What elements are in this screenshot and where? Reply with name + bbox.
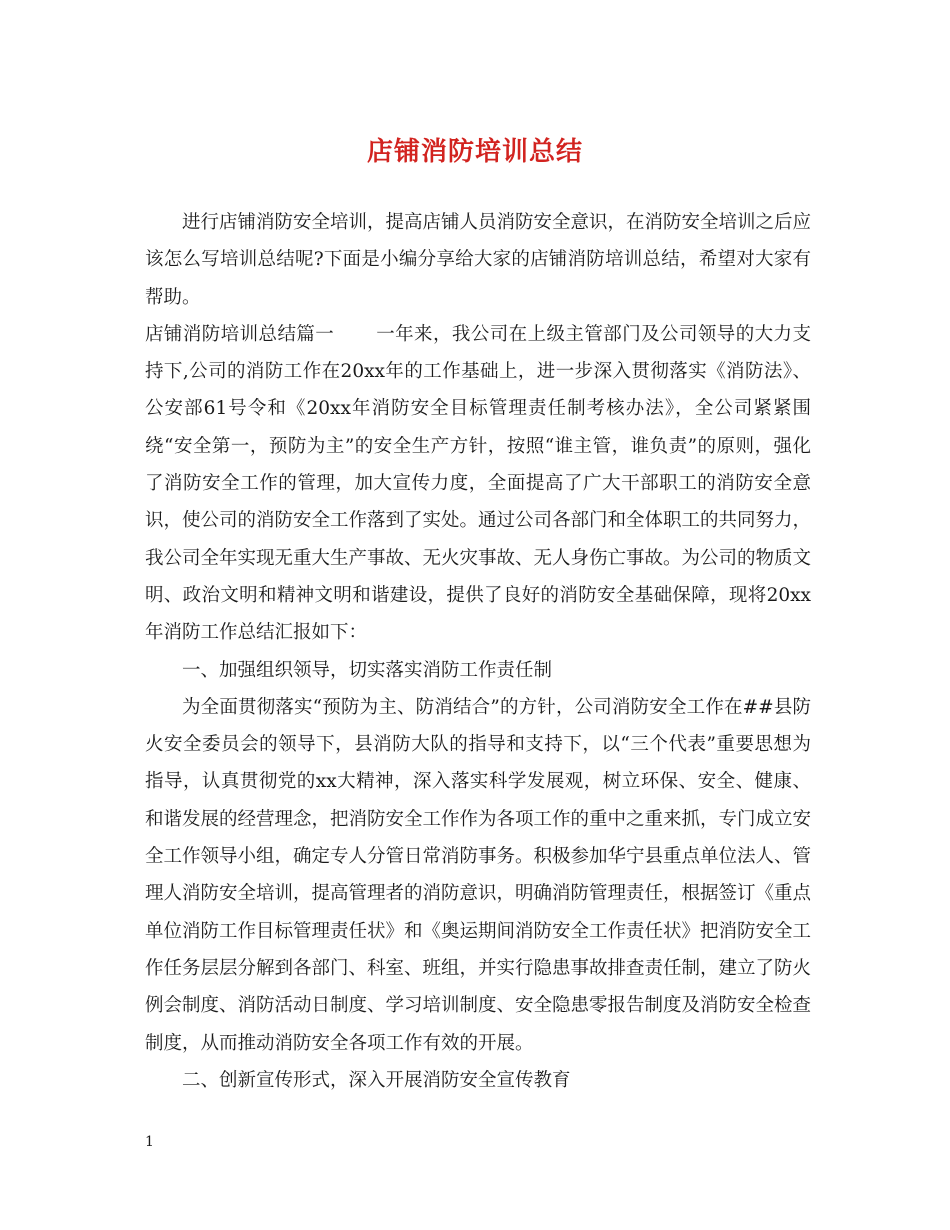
part-one-paragraph [145, 316, 811, 652]
part-one-heading: 店铺消防培训总结篇一 [145, 323, 335, 345]
part-one-body: 一年来，我公司在上级主管部门及公司领导的大力支持下,公司的消防工作在20xx年的工作基础上，进一步深入贯彻落实《消防法》、公安部61号令和《20xx年消防安全目标管理责任制考核办法》，全公司紧紧围绕“安全第一，预防为主”的安全生产方针，按照“谁主管，谁负责”的原则，强化了消防安全工作的管理，加大宣传力度，全面提高了广大干部职工的消防安全意识，使公司的消防安全工作落到了实处。通过公司各部门和全体职工的共同努力，我公司全年实现无重大生产事故、无火灾事故、无人身伤亡事故。为公司的物质文明、政治文明和精神文明和谐建设，提供了良好的消防安全基础保障，现将20xx年消防工作总结汇报如下： [145, 323, 812, 644]
document-body [145, 204, 811, 1099]
intro-paragraph: 进行店铺消防安全培训，提高店铺人员消防安全意识，在消防安全培训之后应该怎么写培训总结呢?下面是小编分享给大家的店铺消防培训总结，希望对大家有帮助。 [145, 212, 812, 308]
document-title: 店铺消防培训总结 [366, 137, 583, 167]
section-one-heading: 一、加强组织领导，切实落实消防工作责任制 [182, 659, 553, 681]
page-number: 1 [145, 1134, 154, 1150]
section-one-paragraph: 为全面贯彻落实“预防为主、防消结合”的方针，公司消防安全工作在##县防火安全委员会的领导下，县消防大队的指导和支持下，以“三个代表”重要思想为指导，认真贯彻党的xx大精神，深入落实科学发展观，树立环保、安全、健康、和谐发展的经营理念，把消防安全工作作为各项工作的重中之重来抓，专门成立安全工作领导小组，确定专人分管日常消防事务。积极参加华宁县重点单位法人、管理人消防安全培训，提高管理者的消防意识，明确消防管理责任，根据签订《重点单位消防工作目标管理责任状》和《奥运期间消防安全工作责任状》把消防安全工作任务层层分解到各部门、科室、班组，并实行隐患事故排查责任制，建立了防火例会制度、消防活动日制度、学习培训制度、安全隐患零报告制度及消防安全检查制度，从而推动消防安全各项工作有效的开展。 [145, 696, 812, 1054]
section-two-heading: 二、创新宣传形式，深入开展消防安全宣传教育 [182, 1069, 571, 1091]
